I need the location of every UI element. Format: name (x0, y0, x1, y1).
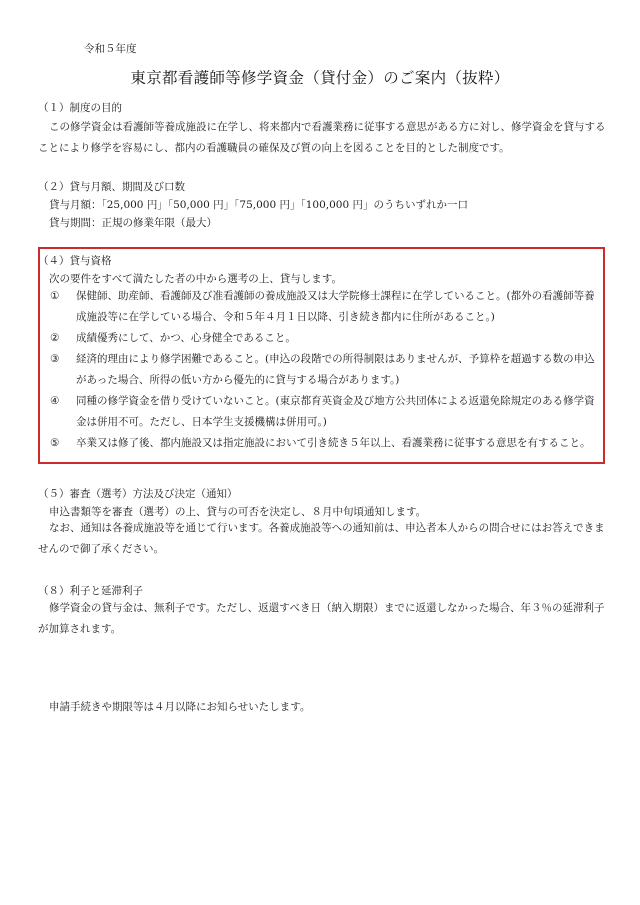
requirement-item: 経済的理由により修学困難であること。(申込の段階での所得制限はありませんが、予算枠を超過する数の申込があった場合、所得の低い方から優先的に貸与する場合があります。) (76, 353, 595, 386)
section-4-heading: （４）貸与資格 (38, 255, 112, 267)
section-1-body: この修学資金は看護師等養成施設に在学し、将来都内で看護業務に従事する意思がある方に対し、修学資金を貸与することにより修学を容易にし、都内の看護職員の確保及び質の向上を図ることを目的とした制度です。 (38, 121, 606, 154)
section-8-body: 修学資金の貸与金は、無利子です。ただし、返還すべき日（納入期限）までに返還しなかった場合、年３％の延滞利子が加算されます。 (38, 602, 605, 635)
section-2-amount: 貸与月額：「25,000 円」「50,000 円」「75,000 円」「100,000 円」のうちいずれか一口 (49, 199, 468, 211)
section-5-heading: （５）審査（選考）方法及び決定（通知） (38, 488, 238, 500)
application-notice: 申請手続きや期限等は４月以降にお知らせいたします。 (49, 701, 311, 713)
section-5-line-1: 申込書類等を審査（選考）の上、貸与の可否を決定し、８月中旬頃通知します。 (49, 506, 427, 518)
section-4-intro: 次の要件をすべて満たした者の中から選考の上、貸与します。 (49, 273, 342, 285)
requirement-number: ① (50, 290, 60, 302)
requirement-number: ④ (50, 395, 60, 407)
requirement-item: 成績優秀にして、かつ、心身健全であること。 (76, 332, 296, 344)
section-2-heading: （２）貸与月額、期間及び口数 (38, 181, 185, 193)
section-8-heading: （８）利子と延滞利子 (38, 585, 143, 597)
section-5-line-2: なお、通知は各養成施設等を通じて行います。各養成施設等への通知前は、申込者本人からの問合せにはお答えできませんので御了承ください。 (38, 522, 605, 555)
requirement-number: ⑤ (50, 437, 60, 449)
requirement-number: ② (50, 332, 60, 344)
section-1-heading: （１）制度の目的 (38, 102, 122, 114)
section-2-period: 貸与期間：正規の修業年限（最大） (49, 217, 217, 229)
requirement-item: 同種の修学資金を借り受けていないこと。(東京都育英資金及び地方公共団体による返還免除規定のある修学資金は併用不可。ただし、日本学生支援機構は併用可。) (76, 395, 595, 428)
requirement-item: 保健師、助産師、看護師及び准看護師の養成施設又は大学院修士課程に在学していること。(都外の看護師等養成施設等に在学している場合、令和５年４月１日以降、引き続き都内に住所があること。) (76, 290, 595, 323)
requirement-number: ③ (50, 353, 60, 365)
page-title: 東京都看護師等修学資金（貸付金）のご案内（抜粋） (130, 69, 510, 87)
requirement-item: 卒業又は修了後、都内施設又は指定施設において引き続き５年以上、看護業務に従事する意思を有すること。 (76, 437, 591, 449)
fiscal-year-label: 令和５年度 (84, 43, 137, 55)
